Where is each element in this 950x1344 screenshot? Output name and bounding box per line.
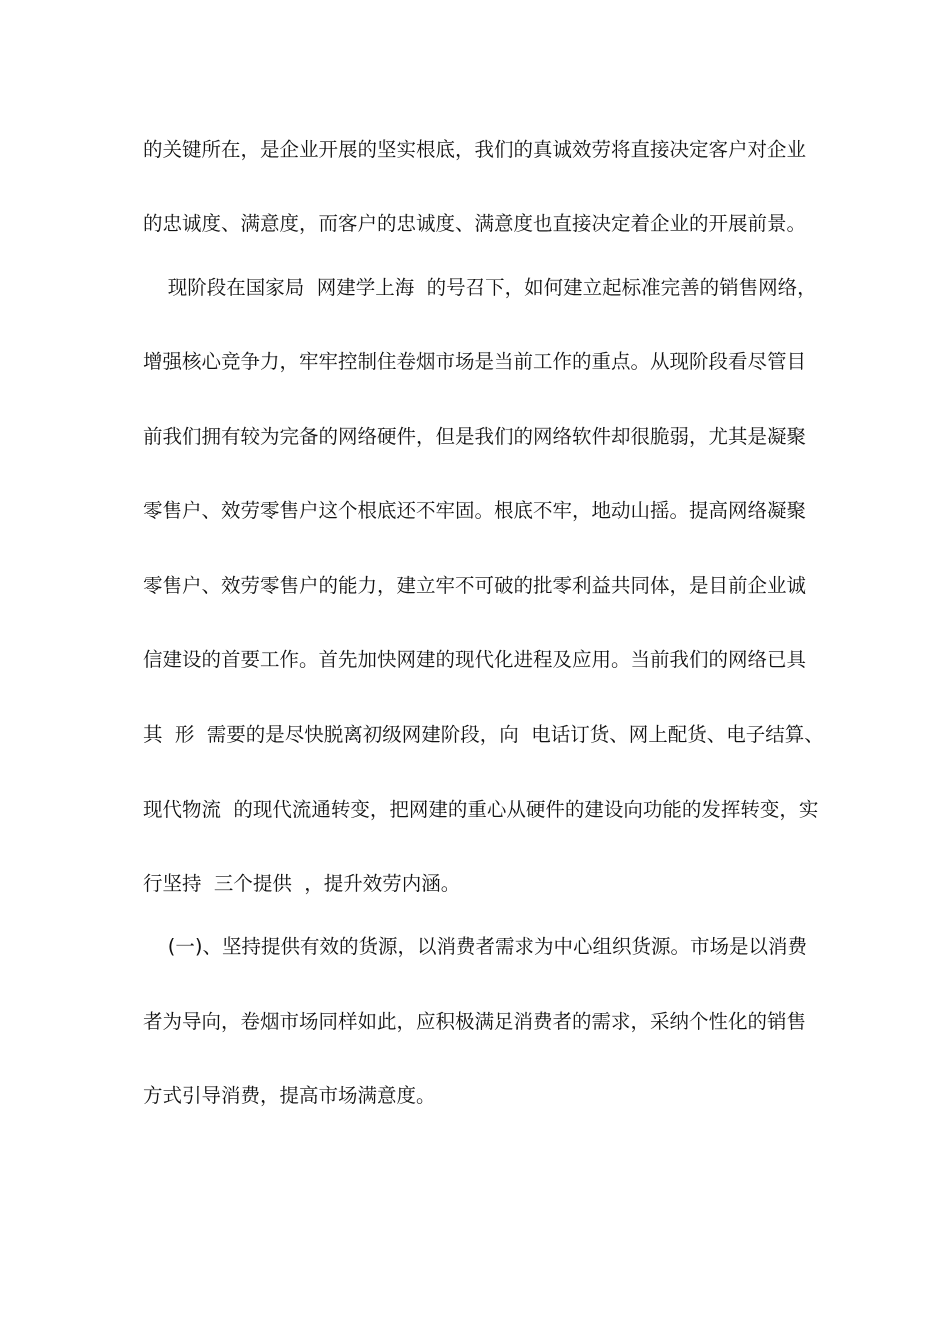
text-line: 现阶段在国家局 网建学上海 的号召下，如何建立起标准完善的销售网络， [143,276,817,299]
text-line: 的忠诚度、满意度，而客户的忠诚度、满意度也直接决定着企业的开展前景。 [143,212,807,235]
text-line: 行坚持 三个提供 ，提升效劳内涵。 [143,872,461,895]
text-line: (一)、坚持提供有效的货源，以消费者需求为中心组织货源。市场是以消费 [143,935,808,958]
text-line: 信建设的首要工作。首先加快网建的现代化进程及应用。当前我们的网络已具 [143,648,807,671]
text-line: 零售户、效劳零售户的能力，建立牢不可破的批零利益共同体，是目前企业诚 [143,574,807,597]
text-line: 增强核心竞争力，牢牢控制住卷烟市场是当前工作的重点。从现阶段看尽管目 [143,350,807,373]
text-line: 现代物流 的现代流通转变，把网建的重心从硬件的建设向功能的发挥转变，实 [143,798,819,821]
text-line: 的关键所在，是企业开展的坚实根底，我们的真诚效劳将直接决定客户对企业 [143,138,807,161]
text-line: 方式引导消费，提高市场满意度。 [143,1084,436,1107]
text-line: 前我们拥有较为完备的网络硬件，但是我们的网络软件却很脆弱，尤其是凝聚 [143,425,807,448]
text-line: 其 形 需要的是尽快脱离初级网建阶段，向 电话订货、网上配货、电子结算、 [143,723,824,746]
text-line: 零售户、效劳零售户这个根底还不牢固。根底不牢，地动山摇。提高网络凝聚 [143,499,807,522]
text-line: 者为导向，卷烟市场同样如此，应积极满足消费者的需求，采纳个性化的销售 [143,1010,807,1033]
